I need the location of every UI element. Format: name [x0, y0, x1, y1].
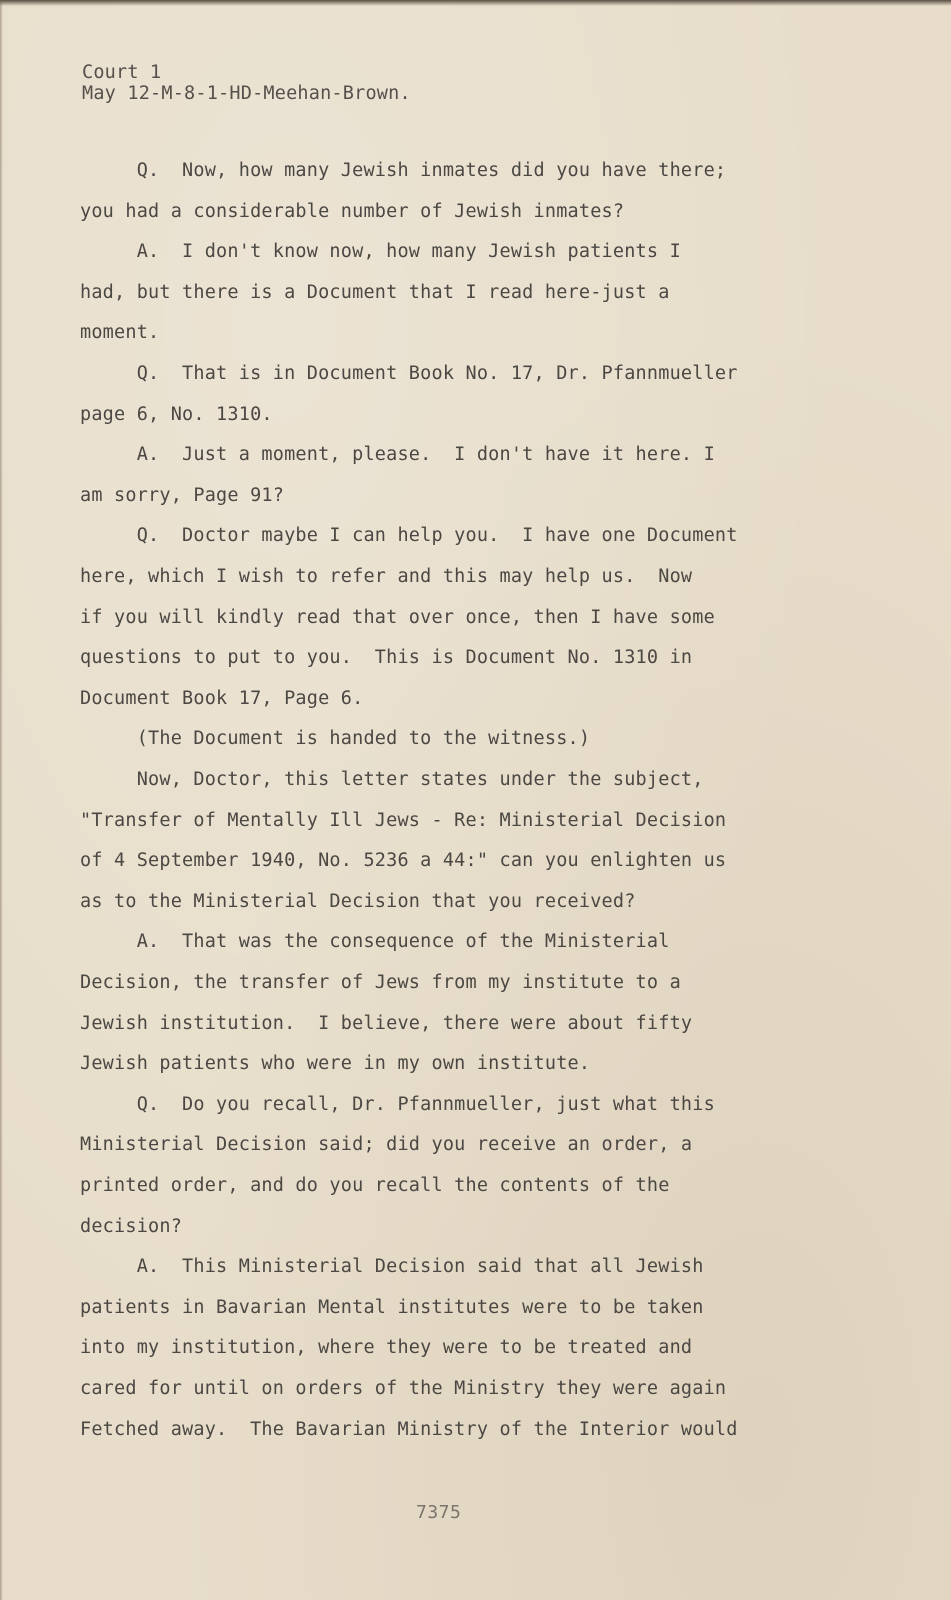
page-top-edge — [0, 0, 951, 6]
transcript-line: am sorry, Page 91? — [80, 484, 285, 506]
transcript-line: Now, Doctor, this letter states under the subject, — [80, 769, 704, 790]
transcript-line: moment. — [80, 322, 160, 344]
transcript-line: had, but there is a Document that I read here-just a — [80, 281, 670, 303]
transcript-line: printed order, and do you recall the contents of the — [80, 1175, 670, 1196]
transcript-line: Q. Doctor maybe I can help you. I have one Document — [80, 525, 738, 547]
transcript-line: Document Book 17, Page 6. — [80, 687, 364, 709]
header-session-code: May 12-M-8-1-HD-Meehan-Brown. — [82, 83, 411, 104]
transcript-line: here, which I wish to refer and this may help us. Now — [80, 566, 693, 587]
transcript-line: Q. Now, how many Jewish inmates did you have there; — [80, 160, 727, 181]
transcript-line: Decision, the transfer of Jews from my institute to a — [80, 972, 681, 993]
page-left-edge — [0, 0, 3, 1600]
transcript-line: page 6, No. 1310. — [80, 403, 273, 425]
transcript-line: A. Just a moment, please. I don't have it here. I — [80, 444, 715, 466]
transcript-line: patients in Bavarian Mental institutes were to be taken — [80, 1296, 704, 1318]
transcript-line: Jewish patients who were in my own institute. — [80, 1053, 591, 1075]
header-court: Court 1 — [82, 62, 162, 83]
transcript-line: decision? — [80, 1215, 183, 1237]
transcript-line: Q. That is in Document Book No. 17, Dr. Pfannmueller — [80, 363, 738, 384]
transcript-line: as to the Ministerial Decision that you received? — [80, 890, 636, 912]
transcript-line: Jewish institution. I believe, there were about fifty — [80, 1012, 693, 1034]
transcript-line: A. This Ministerial Decision said that all Jewish — [80, 1256, 704, 1278]
transcript-line: Q. Do you recall, Dr. Pfannmueller, just what this — [80, 1093, 715, 1115]
page-number: 7375 — [416, 1502, 462, 1523]
transcript-line: A. I don't know now, how many Jewish patients I — [80, 241, 681, 263]
transcript-line: you had a considerable number of Jewish inmates? — [80, 200, 625, 222]
transcript-line: into my institution, where they were to be treated and — [80, 1337, 693, 1359]
transcript-line: cared for until on orders of the Ministry they were again — [80, 1378, 727, 1399]
transcript-line: A. That was the consequence of the Ministerial — [80, 931, 670, 953]
transcript-line: of 4 September 1940, No. 5236 a 44:" can you enlighten us — [80, 850, 727, 872]
transcript-line: "Transfer of Mentally Ill Jews - Re: Ministerial Decision — [80, 809, 727, 831]
transcript-line: if you will kindly read that over once, then I have some — [80, 606, 715, 628]
transcript-line: (The Document is handed to the witness.) — [80, 728, 591, 750]
transcript-line: Ministerial Decision said; did you receive an order, a — [80, 1134, 693, 1156]
transcript-line: Fetched away. The Bavarian Ministry of the Interior would — [80, 1418, 738, 1440]
transcript-line: questions to put to you. This is Document No. 1310 in — [80, 647, 693, 669]
